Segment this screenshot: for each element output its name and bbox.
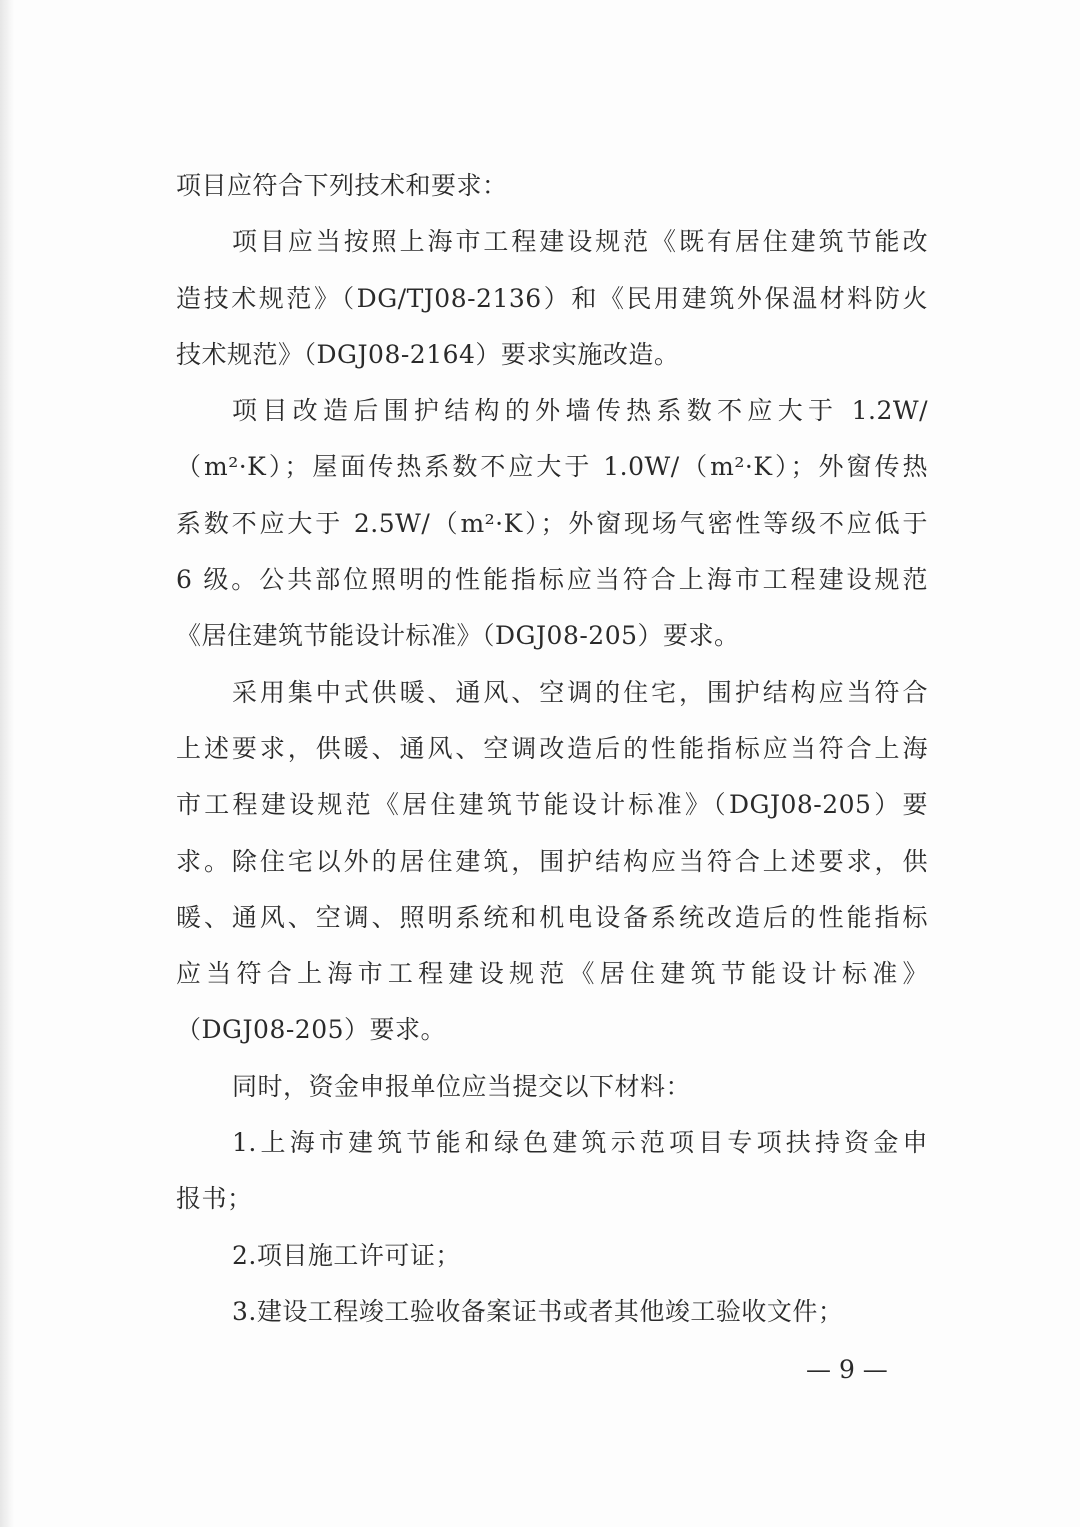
paragraph-line: 6 级。公共部位照明的性能指标应当符合上海市工程建设规范 (176, 565, 928, 595)
page-number: — 9 — (806, 1355, 888, 1384)
paragraph-line: 技术规范》（DGJ08-2164）要求实施改造。 (176, 339, 680, 369)
list-item-line: 2.项目施工许可证； (232, 1240, 461, 1270)
list-item-line: 1.上海市建筑节能和绿色建筑示范项目专项扶持资金申 (232, 1128, 928, 1158)
scan-edge-shadow (0, 0, 14, 1527)
paragraph-line: （m²·K）；屋面传热系数不应大于 1.0W/（m²·K）；外窗传热 (176, 452, 928, 482)
list-item-line: 报书； (176, 1184, 253, 1214)
paragraph-line: 采用集中式供暖、通风、空调的住宅，围护结构应当符合 (232, 677, 928, 707)
paragraph-line: 上述要求，供暖、通风、空调改造后的性能指标应当符合上海 (176, 733, 928, 763)
paragraph-line: 《居住建筑节能设计标准》（DGJ08-205）要求。 (176, 621, 740, 651)
paragraph-line: 系数不应大于 2.5W/（m²·K）；外窗现场气密性等级不应低于 (176, 508, 928, 538)
list-item-line: 3.建设工程竣工验收备案证书或者其他竣工验收文件； (232, 1296, 844, 1326)
paragraph-line: 市工程建设规范《居住建筑节能设计标准》（DGJ08-205）要 (176, 790, 928, 820)
paragraph-line: 求。除住宅以外的居住建筑，围护结构应当符合上述要求，供 (176, 846, 928, 876)
paragraph-line: 暖、通风、空调、照明系统和机电设备系统改造后的性能指标 (176, 902, 928, 932)
paragraph-line: 造技术规范》（DG/TJ08-2136）和《民用建筑外保温材料防火 (176, 283, 928, 313)
paragraph-line: 项目应符合下列技术和要求： (176, 171, 508, 200)
document-body (176, 158, 928, 1340)
paragraph-line: 同时，资金申报单位应当提交以下材料： (232, 1071, 692, 1101)
paragraph-line: 项目改造后围护结构的外墙传热系数不应大于 1.2W/ (232, 396, 928, 426)
paragraph-line: 应当符合上海市工程建设规范《居住建筑节能设计标准》 (176, 959, 928, 989)
paragraph-line: （DGJ08-205）要求。 (176, 1015, 447, 1045)
paragraph-line: 项目应当按照上海市工程建设规范《既有居住建筑节能改 (232, 227, 928, 257)
